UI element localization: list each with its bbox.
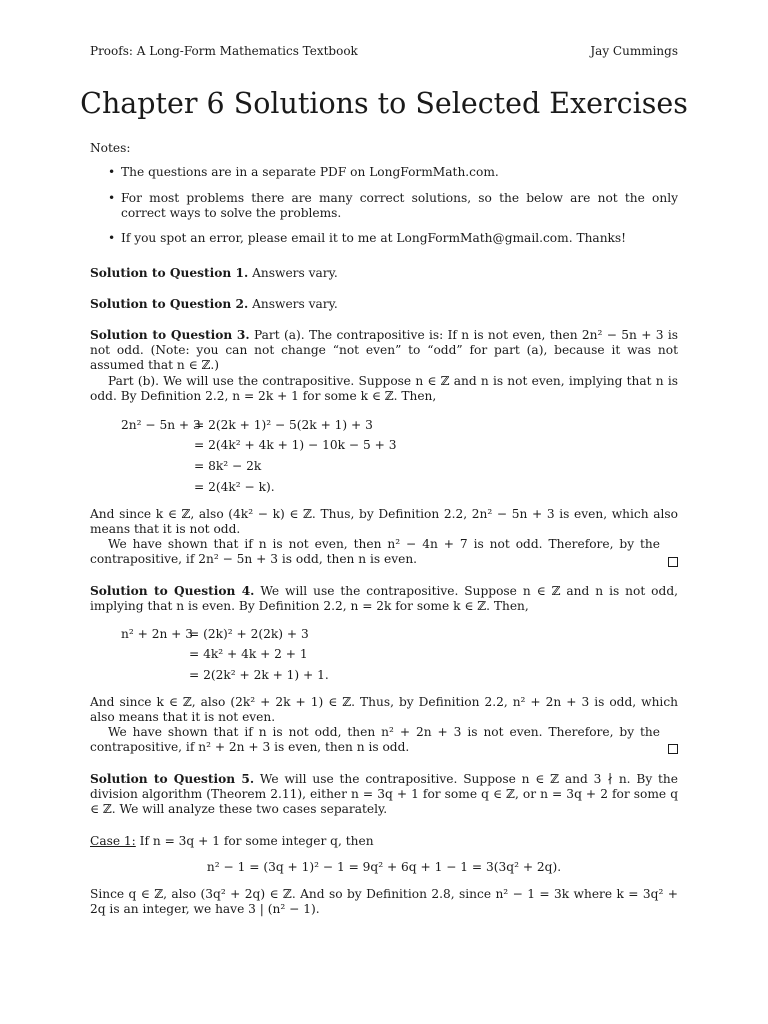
equation-line: = 2(4k² − k). xyxy=(194,480,275,494)
solution-text: We will use the contrapositive. Suppose n ∈ ℤ and n is not odd, implying that n is even. By Definition 2.2, n = 2k for some k ∈ ℤ. Then, xyxy=(90,584,678,613)
running-header xyxy=(90,44,678,60)
equation-line: = (2k)² + 2(2k) + 3 xyxy=(189,627,309,641)
solution-1 xyxy=(90,266,678,281)
equation-line: = 2(2k + 1)² − 5(2k + 1) + 3 xyxy=(194,418,373,432)
qed-square-icon xyxy=(668,557,678,567)
notes-label: Notes: xyxy=(90,141,131,155)
bullet-icon: • xyxy=(108,165,116,179)
equation-line: = 4k² + 4k + 2 + 1 xyxy=(189,647,308,661)
solution-label: Solution to Question 2. xyxy=(90,297,249,311)
header-book-title: Proofs: A Long-Form Mathematics Textbook xyxy=(90,44,358,58)
solution-text: Answers vary. xyxy=(252,266,338,280)
note-item xyxy=(108,231,678,246)
note-item xyxy=(108,165,678,180)
case-1-equation: n² − 1 = (3q + 1)² − 1 = 9q² + 6q + 1 − 1 = 3(3q² + 2q). xyxy=(206,860,562,874)
solution-text: We will use the contrapositive. Suppose n ∈ ℤ and 3 ∤ n. By the division algorithm (Theorem 2.11), either n = 3q + 1 for some q ∈ ℤ, or n = 3q + 2 for some q ∈ ℤ. We will analyze these two cases separately. xyxy=(90,772,678,816)
solution-3-conclusion: We have shown that if n is not even, then n² − 4n + 7 is not odd. Therefore, by the contrapositive, if 2n² − 5n + 3 is odd, then n is even. xyxy=(90,537,660,566)
equation-lhs: 2n² − 5n + 3 xyxy=(121,418,201,432)
equation-line: = 2(2k² + 2k + 1) + 1. xyxy=(189,668,329,682)
note-text: For most problems there are many correct solutions, so the below are not the only correct ways to solve the problems. xyxy=(121,191,678,220)
case-label: Case 1: xyxy=(90,834,136,848)
qed-square-icon xyxy=(668,744,678,754)
note-text: If you spot an error, please email it to me at LongFormMath@gmail.com. Thanks! xyxy=(121,231,627,245)
solution-label: Solution to Question 3. xyxy=(90,328,250,342)
solution-label: Solution to Question 5. xyxy=(90,772,255,786)
solution-label: Solution to Question 1. xyxy=(90,266,249,280)
note-item xyxy=(108,191,678,221)
solution-3-after-equation: And since k ∈ ℤ, also (4k² − k) ∈ ℤ. Thus, by Definition 2.2, 2n² − 5n + 3 is even, which also means that it is not odd. xyxy=(90,507,678,536)
case-1 xyxy=(90,834,678,849)
solution-4-after-equation: And since k ∈ ℤ, also (2k² + 2k + 1) ∈ ℤ. Thus, by Definition 2.2, n² + 2n + 3 is odd, which also means that it is not even. xyxy=(90,695,678,724)
case-1-after-equation: Since q ∈ ℤ, also (3q² + 2q) ∈ ℤ. And so by Definition 2.8, since n² − 1 = 3k where k = 3q² + 2q is an integer, we have 3 | (n² − 1). xyxy=(90,887,678,916)
solution-3-part-b: Part (b). We will use the contrapositive. Suppose n ∈ ℤ and n is not even, implying that n is odd. By Definition 2.2, n = 2k + 1 for some k ∈ ℤ. Then, xyxy=(90,374,678,403)
solution-text: Answers vary. xyxy=(252,297,338,311)
equation-line: = 8k² − 2k xyxy=(194,459,262,473)
note-text: The questions are in a separate PDF on LongFormMath.com. xyxy=(121,165,499,179)
part-a-text: Part (a). The contrapositive is: If n is not even, then 2n² − 5n + 3 is not odd. (Note: you can not change “not even” to “odd” for part (a), because it was not assumed that n ∈ ℤ.) xyxy=(90,328,678,372)
bullet-icon: • xyxy=(108,191,116,205)
solution-label: Solution to Question 4. xyxy=(90,584,255,598)
equation-line: = 2(4k² + 4k + 1) − 10k − 5 + 3 xyxy=(194,438,397,452)
bullet-icon: • xyxy=(108,231,116,245)
header-author: Jay Cummings xyxy=(590,44,678,58)
solution-3-part-a xyxy=(90,328,678,373)
case-text: If n = 3q + 1 for some integer q, then xyxy=(139,834,374,848)
chapter-title: Chapter 6 Solutions to Selected Exercises xyxy=(80,87,688,120)
equation-lhs: n² + 2n + 3 xyxy=(121,627,194,641)
solution-4-intro xyxy=(90,584,678,614)
solution-4-conclusion: We have shown that if n is not odd, then n² + 2n + 3 is not even. Therefore, by the contrapositive, if n² + 2n + 3 is even, then n is odd. xyxy=(90,725,660,754)
solution-2 xyxy=(90,297,678,312)
solution-5-intro xyxy=(90,772,678,817)
